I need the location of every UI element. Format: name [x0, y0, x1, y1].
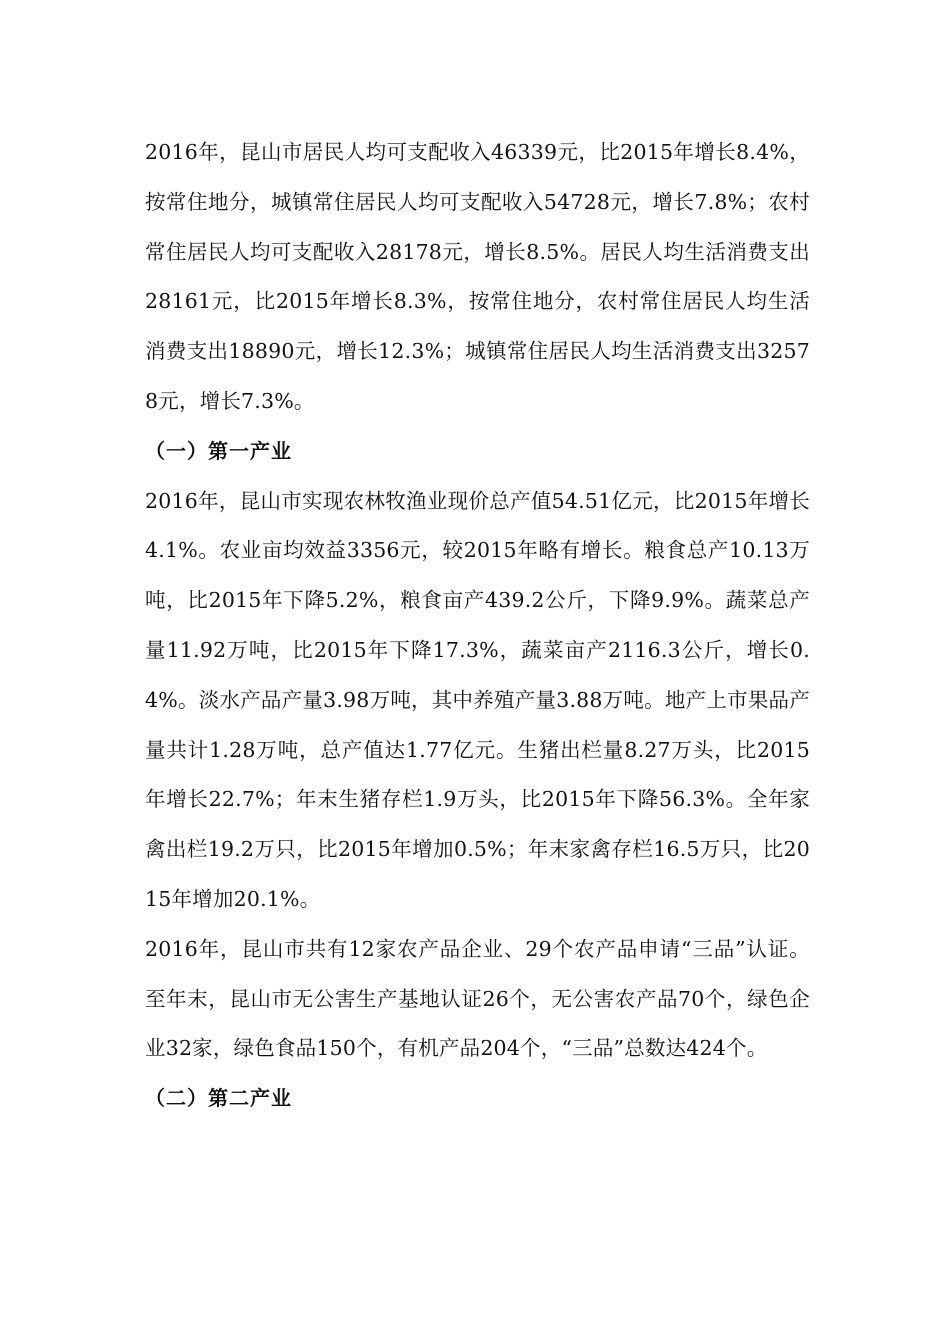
- paragraph-three-products-certification: 2016年，昆山市共有12家农产品企业、29个农产品申请“三品”认证。至年末，昆山市无公害生产基地认证26个，无公害农产品70个，绿色企业32家，绿色食品150个，有机产品204个，“三品”总数达424个。: [145, 936, 810, 1061]
- section-heading-secondary-industry: （二）第二产业: [145, 1086, 292, 1111]
- section-heading-primary-industry: （一）第一产业: [145, 438, 292, 463]
- paragraph-income: 2016年，昆山市居民人均可支配收入46339元，比2015年增长8.4%，按常住地分，城镇常住居民人均可支配收入54728元，增长7.8%；农村常住居民人均可支配收入28178元，增长8.5%。居民人均生活消费支出28161元，比2015年增长8.3%，按常住地分，农村常住居民人均生活消费支出18890元，增长12.3%；城镇常住居民人均生活消费支出32578元，增长7.3%。: [145, 140, 810, 413]
- document-body: [145, 128, 810, 1124]
- paragraph-agriculture-output: 2016年，昆山市实现农林牧渔业现价总产值54.51亿元，比2015年增长4.1%。农业亩均效益3356元，较2015年略有增长。粮食总产10.13万吨，比2015年下降5.2%，粮食亩产439.2公斤，下降9.9%。蔬菜总产量11.92万吨，比2015年下降17.3%，蔬菜亩产2116.3公斤，增长0.4%。淡水产品产量3.98万吨，其中养殖产量3.88万吨。地产上市果品产量共计1.28万吨，总产值达1.77亿元。生猪出栏量8.27万头，比2015年增长22.7%；年末生猪存栏1.9万头，比2015年下降56.3%。全年家禽出栏19.2万只，比2015年增加0.5%；年末家禽存栏16.5万只，比2015年增加20.1%。: [145, 488, 810, 911]
